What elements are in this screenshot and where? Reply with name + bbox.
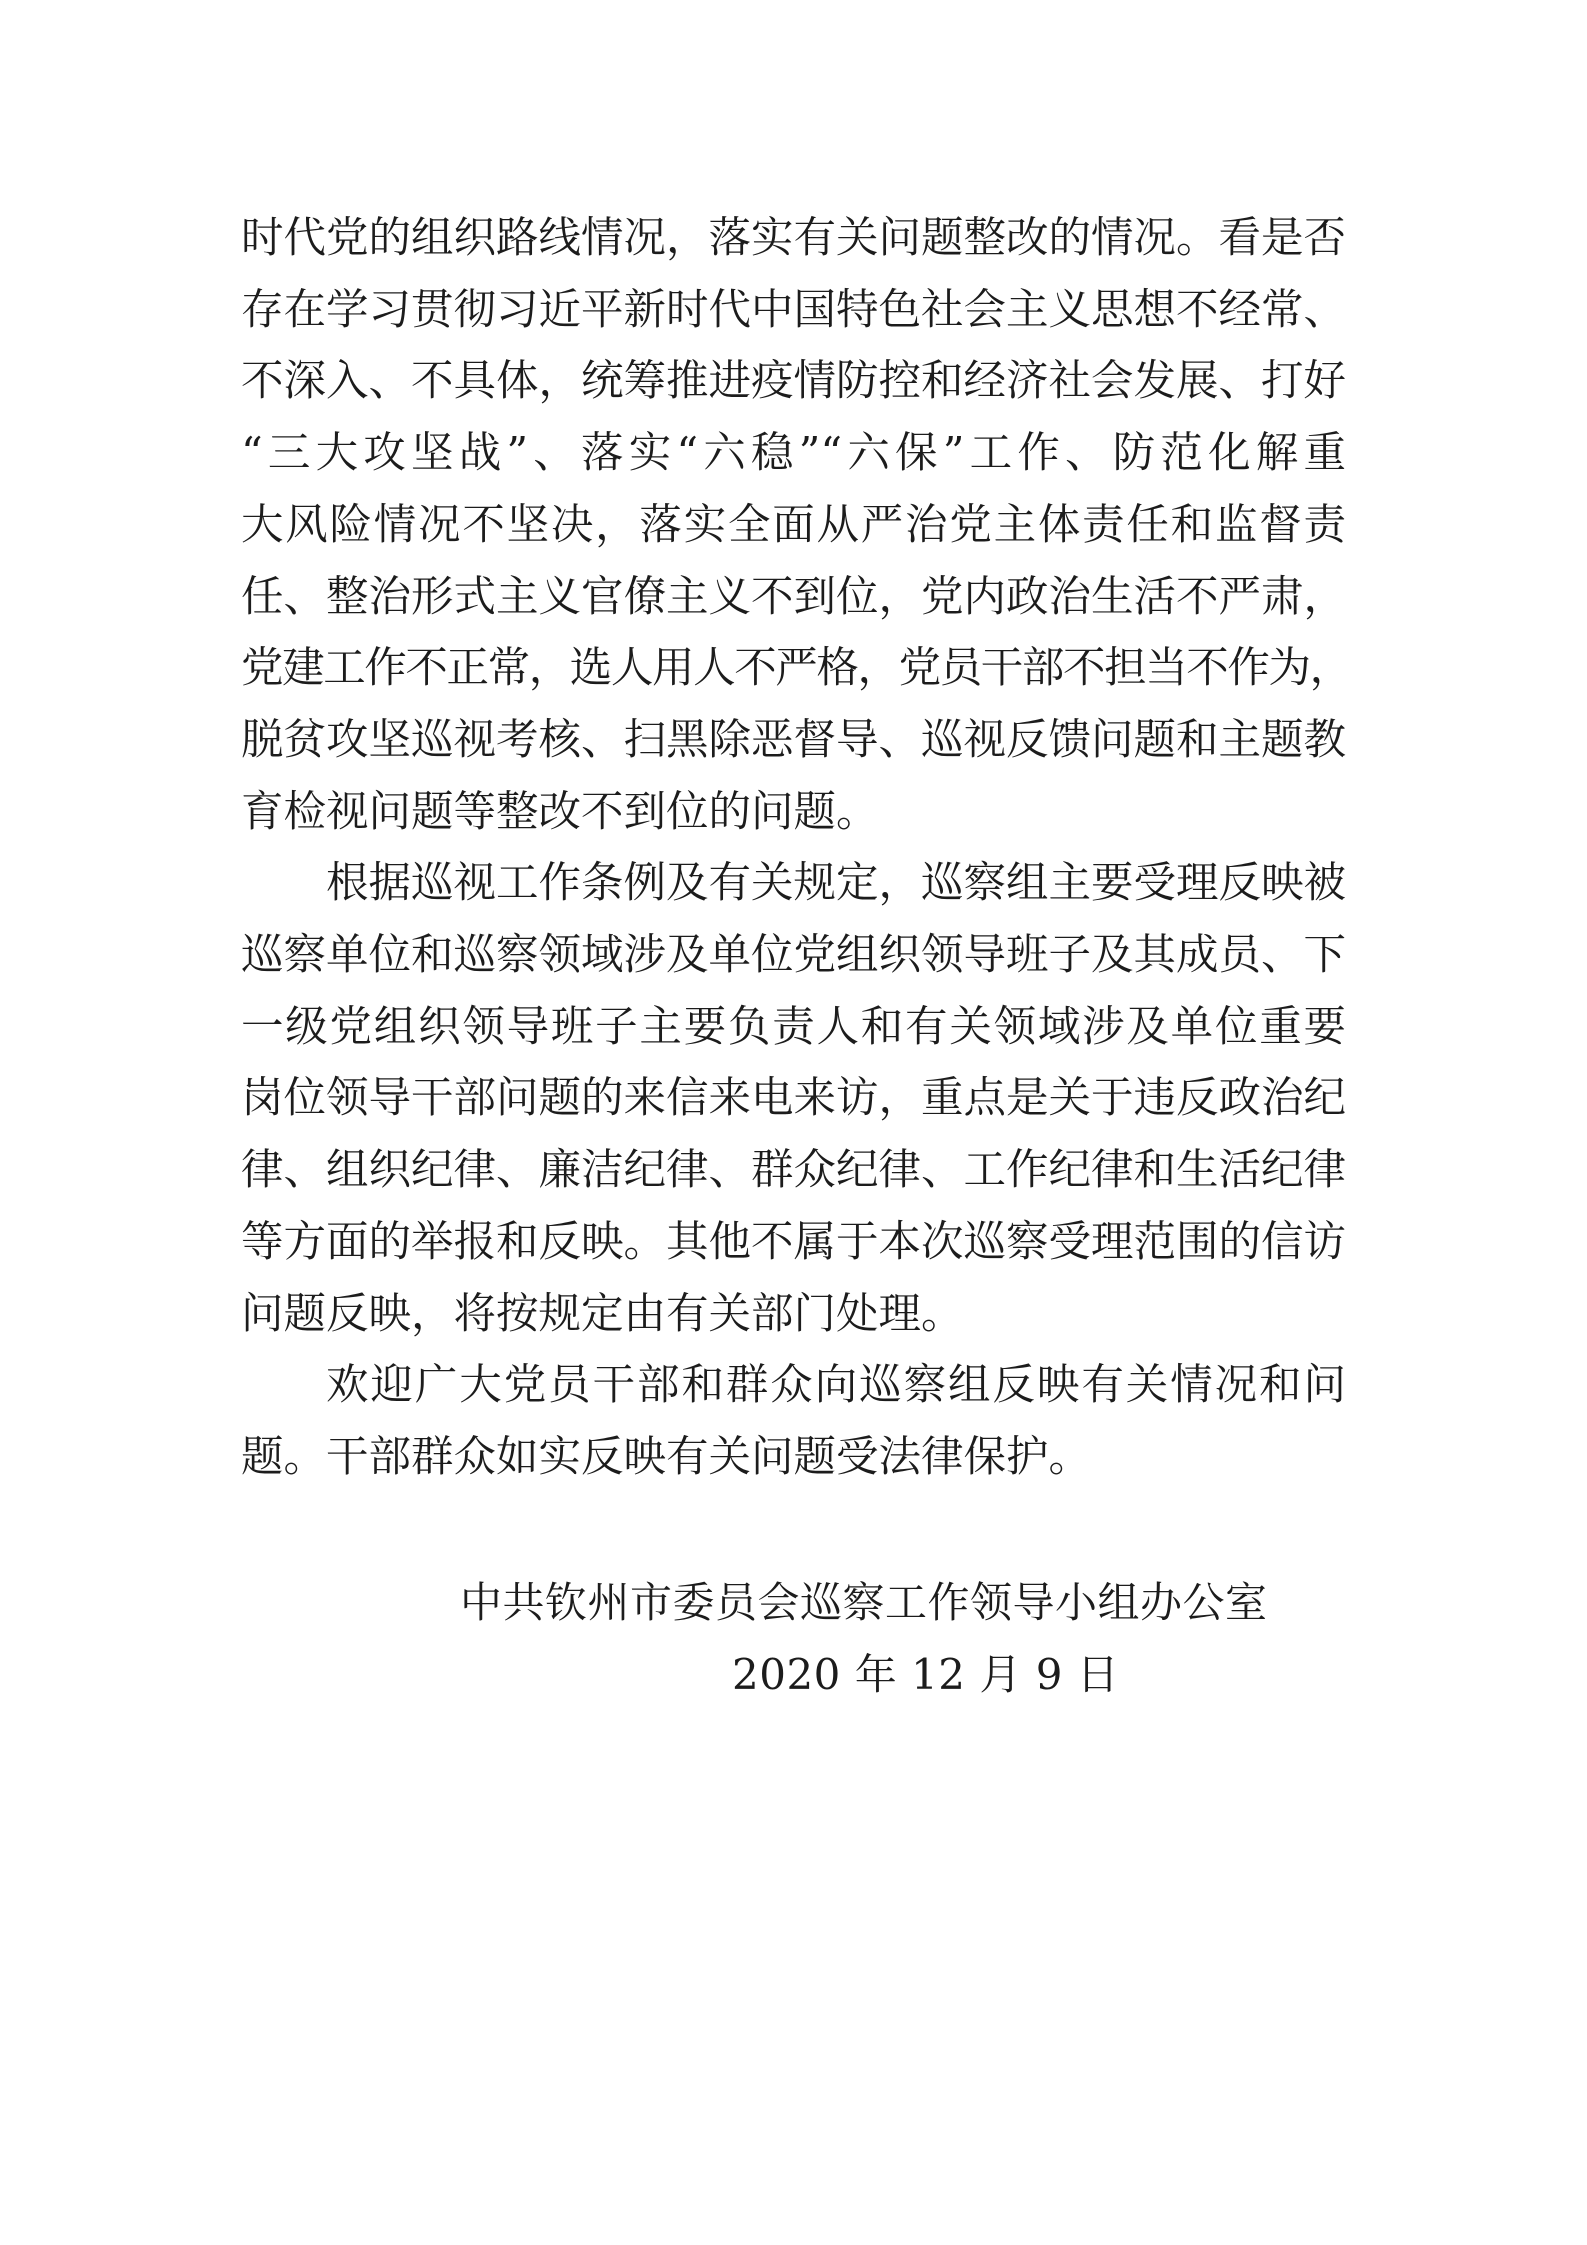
body-line: 脱贫攻坚巡视考核、扫黑除恶督导、巡视反馈问题和主题教 xyxy=(241,715,1347,765)
date-line: 2020 年 12 月 9 日 xyxy=(732,1650,1120,1699)
body-line: 律、组织纪律、廉洁纪律、群众纪律、工作纪律和生活纪律 xyxy=(241,1146,1347,1196)
body-line-paragraph-start: 根据巡视工作条例及有关规定，巡察组主要受理反映被 xyxy=(326,859,1347,909)
body-line: 巡察单位和巡察领域涉及单位党组织领导班子及其成员、下 xyxy=(241,931,1347,981)
body-line-paragraph-end: 问题反映，将按规定由有关部门处理。 xyxy=(241,1289,964,1339)
body-line: 等方面的举报和反映。其他不属于本次巡察受理范围的信访 xyxy=(241,1217,1347,1267)
body-line: 存在学习贯彻习近平新时代中国特色社会主义思想不经常、 xyxy=(241,285,1347,335)
signature-line: 中共钦州市委员会巡察工作领导小组办公室 xyxy=(460,1578,1268,1627)
body-line: 一级党组织领导班子主要负责人和有关领域涉及单位重要 xyxy=(241,1002,1346,1052)
body-line: 大风险情况不坚决，落实全面从严治党主体责任和监督责 xyxy=(241,500,1346,550)
body-line-paragraph-end: 育检视问题等整改不到位的问题。 xyxy=(241,787,879,837)
body-line: 时代党的组织路线情况，落实有关问题整改的情况。看是否 xyxy=(241,214,1347,263)
document-body xyxy=(241,203,1351,1494)
body-line: 不深入、不具体，统筹推进疫情防控和经济社会发展、打好 xyxy=(241,357,1347,407)
body-line: 党建工作不正常，选人用人不严格，党员干部不担当不作为， xyxy=(241,644,1351,694)
body-line: 岗位领导干部问题的来信来电来访，重点是关于违反政治纪 xyxy=(241,1074,1347,1124)
body-line: “三大攻坚战”、落实“六稳”“六保”工作、防范化解重 xyxy=(241,429,1346,479)
body-line: 任、整治形式主义官僚主义不到位，党内政治生活不严肃， xyxy=(241,572,1347,622)
body-line-paragraph-start: 欢迎广大党员干部和群众向巡察组反映有关情况和问 xyxy=(326,1361,1346,1411)
body-line-paragraph-end: 题。干部群众如实反映有关问题受法律保护。 xyxy=(241,1432,1092,1482)
